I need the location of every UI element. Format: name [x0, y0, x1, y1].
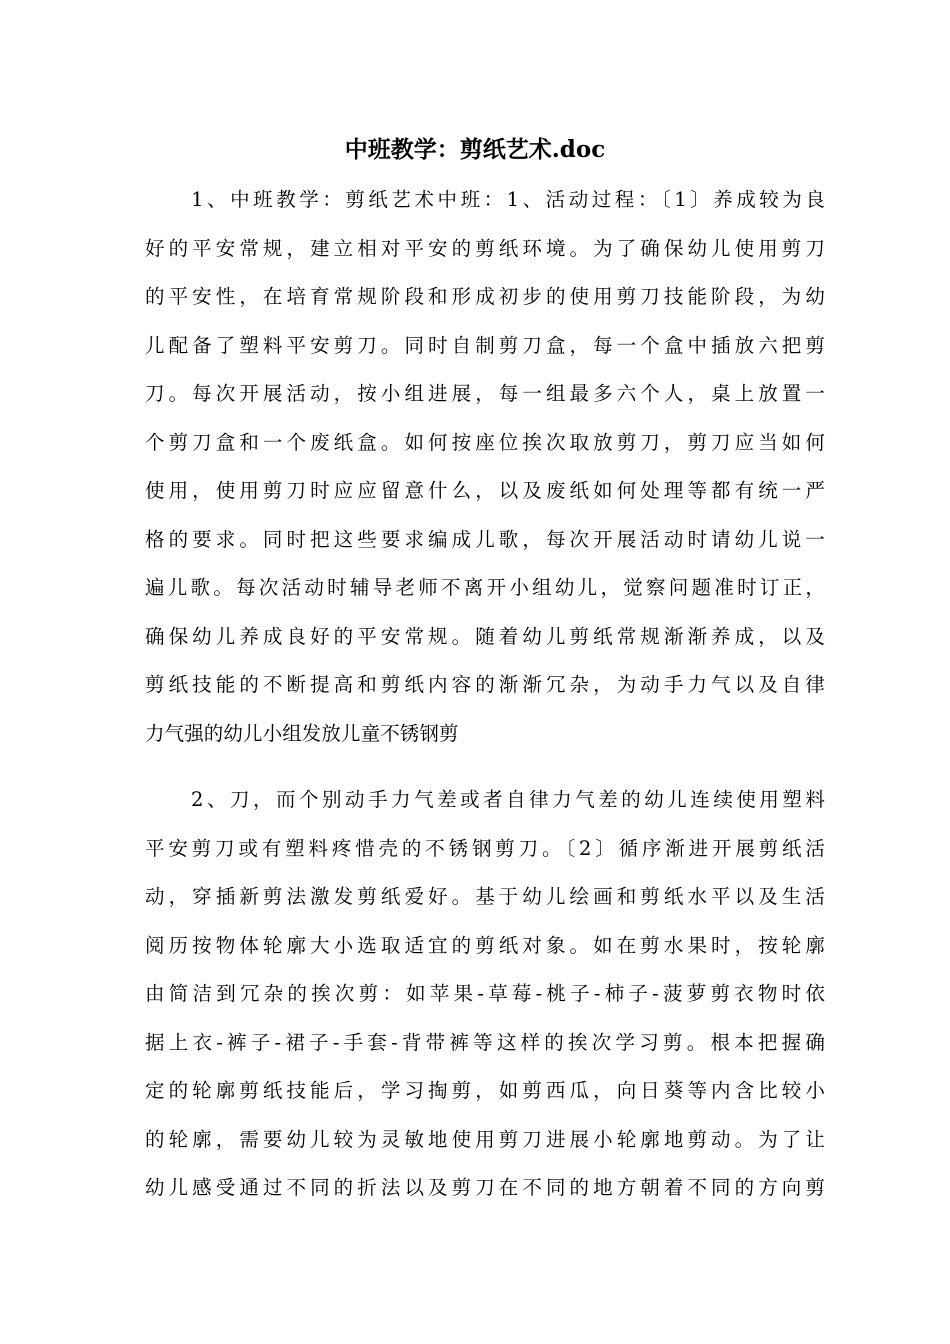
paragraph-2-line-9: 幼儿感受通过不同的折法以及剪刀在不同的地方朝着不同的方向剪	[145, 1176, 825, 1199]
paragraph-2-line-8: 的轮廓，需要幼儿较为灵敏地使用剪刀进展小轮廓地剪动。为了让	[145, 1127, 825, 1151]
paragraph-1-line-12: 力气强的幼儿小组发放儿童不锈钢剪	[145, 721, 459, 745]
paragraph-2-line-3: 动，穿插新剪法激发剪纸爱好。基于幼儿绘画和剪纸水平以及生活	[145, 885, 825, 908]
paragraph-2-line-7: 定的轮廓剪纸技能后，学习掏剪，如剪西瓜，向日葵等内含比较小	[145, 1079, 825, 1102]
paragraph-1-line-8: 格的要求。同时把这些要求编成儿歌，每次开展活动时请幼儿说一	[145, 527, 825, 551]
paragraph-1-line-4: 儿配备了塑料平安剪刀。同时自制剪刀盒，每一个盒中插放六把剪	[145, 333, 825, 357]
paragraph-1-line-10: 确保幼儿养成良好的平安常规。随着幼儿剪纸常规渐渐养成，以及	[145, 624, 825, 648]
paragraph-2-line-6: 据上衣-裤子-裙子-手套-背带裤等这样的挨次学习剪。根本把握确	[145, 1030, 825, 1054]
paragraph-1-line-3: 的平安性，在培育常规阶段和形成初步的使用剪刀技能阶段，为幼	[145, 285, 825, 308]
paragraph-2-line-1: 2、刀，而个别动手力气差或者自律力气差的幼儿连续使用塑料	[145, 788, 825, 811]
document-title: 中班教学：剪纸艺术.doc	[344, 136, 606, 163]
paragraph-1-line-11: 剪纸技能的不断提高和剪纸内容的渐渐冗杂，为动手力气以及自律	[145, 673, 825, 696]
paragraph-1-line-1: 1、中班教学：剪纸艺术中班：1、活动过程：〔1〕养成较为良	[145, 188, 825, 211]
paragraph-2-line-4: 阅历按物体轮廓大小选取适宜的剪纸对象。如在剪水果时，按轮廓	[145, 933, 825, 957]
paragraph-2	[145, 776, 825, 1213]
paragraph-1-line-6: 个剪刀盒和一个废纸盒。如何按座位挨次取放剪刀，剪刀应当如何	[145, 430, 825, 454]
paragraph-2-line-5: 由简洁到冗杂的挨次剪：如苹果-草莓-桃子-柿子-菠萝剪衣物时依	[145, 982, 825, 1005]
paragraph-1-line-9: 遍儿歌。每次活动时辅导老师不离开小组幼儿，觉察问题准时订正，	[145, 576, 825, 599]
paragraph-1-line-5: 刀。每次开展活动，按小组进展，每一组最多六个人，桌上放置一	[145, 382, 825, 405]
paragraph-2-line-2: 平安剪刀或有塑料疼惜壳的不锈钢剪刀。〔2〕循序渐进开展剪纸活	[145, 836, 825, 860]
paragraph-1-line-2: 好的平安常规，建立相对平安的剪纸环境。为了确保幼儿使用剪刀	[145, 236, 825, 260]
paragraph-1-line-7: 使用，使用剪刀时应应留意什么，以及废纸如何处理等都有统一严	[145, 479, 825, 502]
paragraph-1	[145, 176, 825, 758]
